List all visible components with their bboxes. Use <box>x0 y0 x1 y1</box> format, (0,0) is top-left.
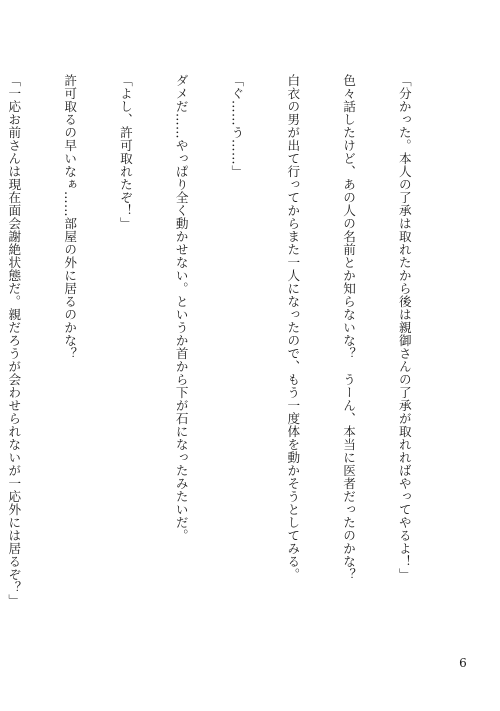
text-line: ダメだ……やっぱり全く動かせない。というか首から下が石になったみたいだ。 <box>173 74 189 542</box>
text-line: 色々話したけど、あの人の名前とか知らないな？ うーん、本当に医者だったのかな？ <box>341 74 357 581</box>
text-line: 「分かった。本人の了承は取れたから後は親御さんの了承が取れればやってやるよ！」 <box>396 74 412 581</box>
vertical-text-block <box>6 74 450 644</box>
text-line: 「ぐ……う……」 <box>229 74 245 178</box>
text-line: 白衣の男が出て行ってからまた一人になったので、もう一度体を動かそうとしてみる。 <box>285 74 301 581</box>
text-line: 「一応お前さんは現在面会謝絶状態だ。親だろうが会わせられないが一応外には居るぞ？」 <box>6 74 22 607</box>
text-line: 許可取るの早いなぁ……部屋の外に居るのかな？ <box>62 74 78 360</box>
page-number: 6 <box>459 656 467 670</box>
text-line: 「よし、許可取れたぞ！」 <box>117 74 133 230</box>
